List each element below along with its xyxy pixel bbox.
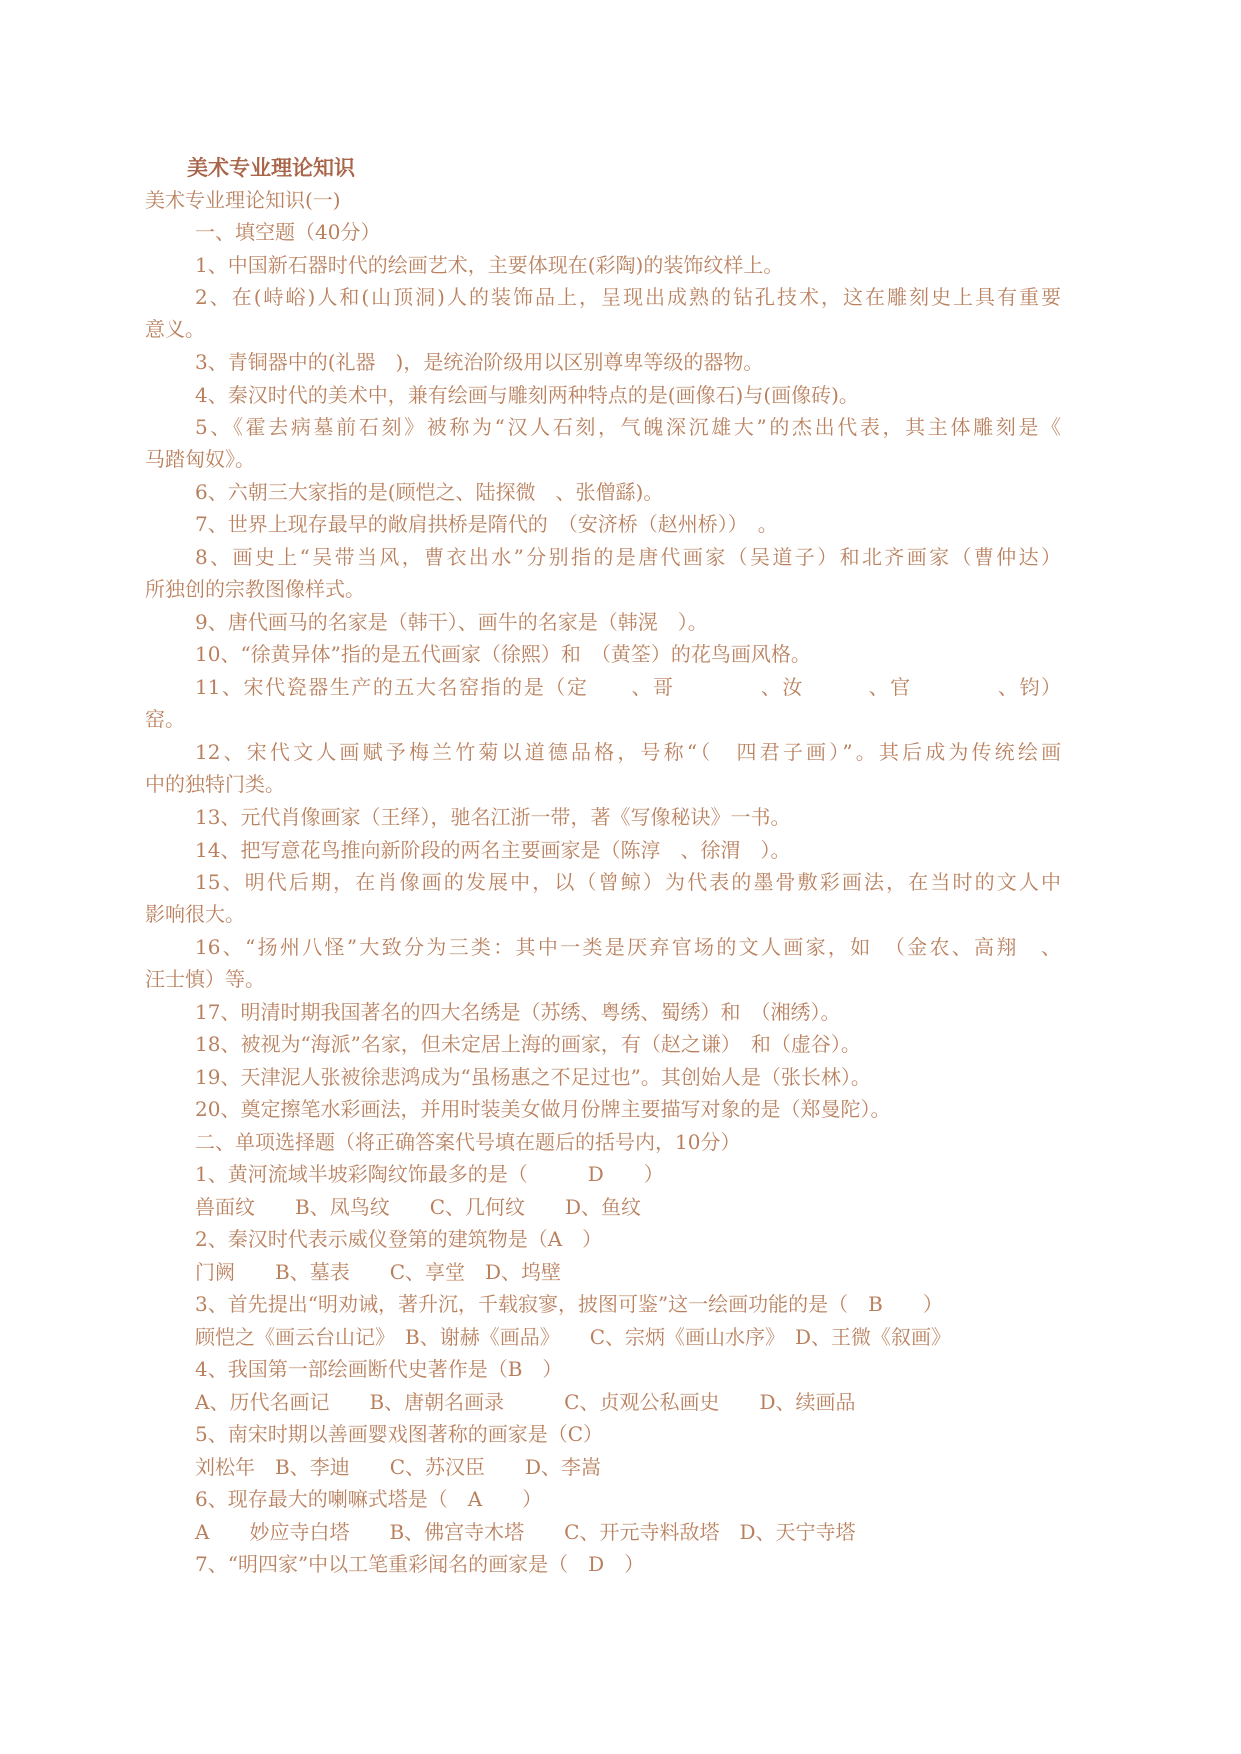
- question-line: 9、唐代画马的名家是（韩干）、画牛的名家是（韩滉 ）。: [195, 610, 708, 634]
- question-line: 19、天津泥人张被徐悲鸿成为“虽杨惠之不足过也”。其创始人是（张长林）。: [195, 1065, 871, 1089]
- question-line: 1、黄河流域半坡彩陶纹饰最多的是（ D ）: [195, 1162, 664, 1186]
- question-line-continued: 中的独特门类。: [145, 772, 285, 796]
- question-line: 4、秦汉时代的美术中，兼有绘画与雕刻两种特点的是(画像石)与(画像砖)。: [195, 383, 859, 407]
- question-options: 兽面纹 B、凤鸟纹 C、几何纹 D、鱼纹: [195, 1195, 642, 1219]
- question-line: 2、秦汉时代表示威仪登第的建筑物是（A ）: [195, 1227, 603, 1251]
- section-heading-fill-blank: 一、填空题（40分）: [195, 220, 381, 244]
- question-line-continued: 影响很大。: [145, 902, 245, 926]
- question-line-continued: 意义。: [145, 317, 205, 341]
- question-line-continued: 窑。: [145, 707, 185, 731]
- question-line: 5、南宋时期以善画婴戏图著称的画家是（C）: [195, 1422, 604, 1446]
- question-line: 6、现存最大的喇嘛式塔是（ A ）: [195, 1487, 543, 1511]
- question-line: 18、被视为“海派”名家，但未定居上海的画家，有（赵之谦） 和（虚谷）。: [195, 1032, 861, 1056]
- question-options: 门阙 B、墓表 C、享堂 D、坞壁: [195, 1260, 562, 1284]
- question-line: 1、中国新石器时代的绘画艺术，主要体现在(彩陶)的装饰纹样上。: [195, 253, 784, 277]
- question-line: 6、六朝三大家指的是(顾恺之、陆探微 、张僧繇)。: [195, 480, 664, 504]
- question-line: 8、画史上“吴带当风，曹衣出水”分别指的是唐代画家（吴道子）和北齐画家（曹仲达）: [195, 545, 1061, 569]
- question-line: 20、奠定擦笔水彩画法，并用时装美女做月份牌主要描写对象的是（郑曼陀）。: [195, 1097, 891, 1121]
- question-line: 11、宋代瓷器生产的五大名窑指的是（定 、哥 、汝 、官 、钧）: [195, 675, 1061, 699]
- document-subtitle: 美术专业理论知识(一): [145, 188, 341, 212]
- question-line-continued: 所独创的宗教图像样式。: [145, 577, 365, 601]
- question-line: 4、我国第一部绘画断代史著作是（B ）: [195, 1357, 563, 1381]
- question-line: 12、宋代文人画赋予梅兰竹菊以道德品格，号称“（ 四君子画）”。其后成为传统绘画: [195, 740, 1061, 764]
- question-options: A 妙应寺白塔 B、佛宫寺木塔 C、开元寺料敌塔 D、天宁寺塔: [195, 1520, 856, 1544]
- question-options: 顾恺之《画云台山记》 B、谢赫《画品》 C、宗炳《画山水序》 D、王微《叙画》: [195, 1325, 952, 1349]
- document-title: 美术专业理论知识: [187, 155, 355, 180]
- question-line: 13、元代肖像画家（王绎），驰名江浙一带，著《写像秘诀》一书。: [195, 805, 791, 829]
- question-line-continued: 马踏匈奴》。: [145, 447, 255, 471]
- question-line: 15、明代后期，在肖像画的发展中，以（曾鲸）为代表的墨骨敷彩画法，在当时的文人中: [195, 870, 1061, 894]
- question-line: 10、“徐黄异体”指的是五代画家（徐熙）和 （黄筌）的花鸟画风格。: [195, 642, 811, 666]
- question-line: 16、“扬州八怪”大致分为三类：其中一类是厌弃官场的文人画家，如 （金农、高翔 、: [195, 935, 1061, 959]
- question-line: 17、明清时期我国著名的四大名绣是（苏绣、粤绣、蜀绣）和 （湘绣）。: [195, 1000, 841, 1024]
- question-options: A、历代名画记 B、唐朝名画录 C、贞观公私画史 D、续画品: [195, 1390, 856, 1414]
- question-line: 3、首先提出“明劝诫，著升沉，千载寂寥，披图可鉴”这一绘画功能的是（ B ）: [195, 1292, 943, 1316]
- question-line-continued: 汪士慎）等。: [145, 967, 265, 991]
- question-line: 14、把写意花鸟推向新阶段的两名主要画家是（陈淳 、徐渭 ）。: [195, 838, 791, 862]
- question-line: 3、青铜器中的(礼器 )，是统治阶级用以区别尊卑等级的器物。: [195, 350, 764, 374]
- question-options: 刘松年 B、李迪 C、苏汉臣 D、李嵩: [195, 1455, 602, 1479]
- question-line: 7、“明四家”中以工笔重彩闻名的画家是（ D ）: [195, 1552, 645, 1576]
- section-heading-single-choice: 二、单项选择题（将正确答案代号填在题后的括号内，10分）: [195, 1130, 741, 1154]
- question-line: 2、在(峙峪)人和(山顶洞)人的装饰品上，呈现出成熟的钻孔技术，这在雕刻史上具有重要: [195, 285, 1061, 309]
- question-line: 5、《霍去病墓前石刻》被称为“汉人石刻，气魄深沉雄大”的杰出代表，其主体雕刻是《: [195, 415, 1061, 439]
- question-line: 7、世界上现存最早的敞肩拱桥是隋代的 （安济桥（赵州桥）） 。: [195, 512, 778, 536]
